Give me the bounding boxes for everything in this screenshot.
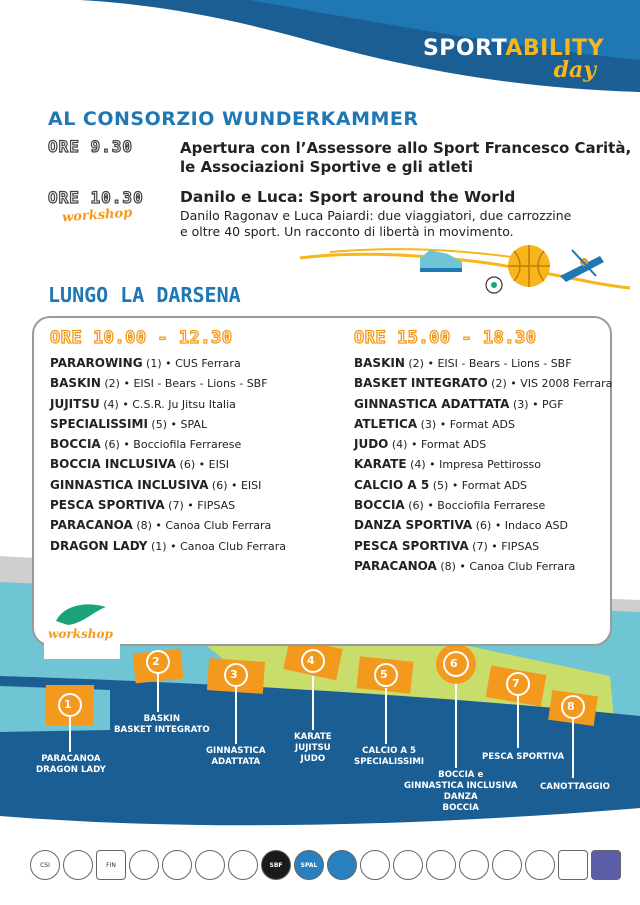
- afternoon-time: ORE 15.00 - 18.30: [354, 328, 537, 348]
- workshop-map-box: [44, 587, 120, 659]
- list-item: JUDO (4) • Format ADS: [354, 437, 487, 452]
- pin-label-6: BOCCIA e GINNASTICA INCLUSIVA DANZA BOCCIA: [404, 770, 518, 813]
- pin-number-2: 2: [152, 655, 160, 668]
- sponsor-logo: [525, 850, 555, 880]
- sponsor-logo: SPAL: [294, 850, 324, 880]
- sponsor-logos: [30, 850, 615, 884]
- section-title-darsena: LUNGO LA DARSENA: [48, 283, 241, 307]
- sneaker-icon: [420, 250, 462, 272]
- brand-word-ability: ABILITY: [505, 36, 604, 61]
- list-item: BASKET INTEGRATO (2) • VIS 2008 Ferrara: [354, 376, 613, 391]
- list-item: PARAROWING (1) • CUS Ferrara: [50, 356, 241, 370]
- workshop-map-label: workshop: [48, 627, 113, 641]
- event-2-workshop-tag: workshop: [61, 205, 133, 226]
- sponsor-logo: [162, 850, 192, 880]
- morning-list: [50, 356, 286, 559]
- event-2-time: ORE 10.30: [48, 188, 144, 207]
- pin-label-7: PESCA SPORTIVA: [482, 752, 565, 762]
- list-item: ATLETICA (3) • Format ADS: [354, 416, 515, 431]
- list-item: SPECIALISSIMI (5) • SPAL: [50, 416, 208, 431]
- event-2-title: Danilo e Luca: Sport around the World: [180, 188, 516, 206]
- sponsor-logo: [459, 850, 489, 880]
- pin-label-4: KARATE JUJITSU JUDO: [294, 732, 332, 764]
- list-item: CALCIO A 5 (5) • Format ADS: [354, 477, 528, 492]
- list-item: DANZA SPORTIVA (6) • Indaco ASD: [354, 518, 568, 533]
- pin-number-1: 1: [64, 698, 72, 711]
- pin-number-6: 6: [450, 657, 458, 670]
- sponsor-logo: [195, 850, 225, 880]
- list-item: JUJITSU (4) • C.S.R. Ju Jitsu Italia: [50, 396, 236, 411]
- sponsor-logo: [393, 850, 423, 880]
- sponsor-logo: [360, 850, 390, 880]
- pin-label-1: PARACANOA DRAGON LADY: [36, 754, 106, 775]
- sponsor-logo: [63, 850, 93, 880]
- sponsor-logo: [327, 850, 357, 880]
- basketball-icon: [508, 245, 550, 287]
- kayak-icon: [560, 250, 604, 282]
- pin-label-5: CALCIO A 5 SPECIALISSIMI: [354, 746, 425, 767]
- pin-label-8: CANOTTAGGIO: [540, 782, 610, 792]
- list-item: PARACANOA (8) • Canoa Club Ferrara: [354, 558, 576, 573]
- sponsor-logo: [228, 850, 258, 880]
- list-item: PARACANOA (8) • Canoa Club Ferrara: [50, 518, 272, 533]
- list-item: BASKIN (2) • EISI - Bears - Lions - SBF: [354, 356, 572, 370]
- section-title-wunderkammer: AL CONSORZIO WUNDERKAMMER: [48, 108, 419, 130]
- event-1-time: ORE 9.30: [48, 137, 134, 156]
- sponsor-logo: [129, 850, 159, 880]
- list-item: BOCCIA (6) • Bocciofila Ferrarese: [354, 498, 546, 513]
- list-item: BASKIN (2) • EISI - Bears - Lions - SBF: [50, 376, 268, 391]
- event-1-title-line2: le Associazioni Sportive e gli atleti: [180, 158, 473, 176]
- list-item: PESCA SPORTIVA (7) • FIPSAS: [354, 538, 540, 553]
- pin-label-2: BASKIN BASKET INTEGRATO: [114, 714, 210, 735]
- list-item: KARATE (4) • Impresa Pettirosso: [354, 457, 542, 472]
- pin-number-3: 3: [230, 668, 238, 681]
- event-1-title-line1: Apertura con l’Assessore allo Sport Francesco Carità,: [180, 139, 632, 157]
- soccer-ball-icon: [486, 277, 502, 293]
- afternoon-list: [354, 356, 612, 579]
- list-item: PESCA SPORTIVA (7) • FIPSAS: [50, 498, 236, 513]
- brand-word-day: day: [553, 57, 596, 83]
- brand-word-sport: SPORT: [422, 36, 506, 61]
- pin-number-4: 4: [307, 654, 315, 667]
- pin-number-7: 7: [512, 677, 520, 690]
- morning-time: ORE 10.00 - 12.30: [50, 328, 233, 348]
- sponsor-logo: [558, 850, 588, 880]
- list-item: BOCCIA INCLUSIVA (6) • EISI: [50, 457, 230, 472]
- sponsor-logo: [492, 850, 522, 880]
- sponsor-logo: FIN: [96, 850, 126, 880]
- list-item: GINNASTICA INCLUSIVA (6) • EISI: [50, 477, 262, 492]
- sponsor-logo: [591, 850, 621, 880]
- list-item: BOCCIA (6) • Bocciofila Ferrarese: [50, 437, 242, 452]
- pin-label-3: GINNASTICA ADATTATA: [206, 746, 266, 767]
- sponsor-logo: SBF: [261, 850, 291, 880]
- list-item: GINNASTICA ADATTATA (3) • PGF: [354, 396, 564, 411]
- brand-logo: [423, 36, 604, 83]
- sponsor-logo: CSI: [30, 850, 60, 880]
- event-2-body-line2: e oltre 40 sport. Un racconto di libertà in movimento.: [180, 224, 514, 239]
- list-item: DRAGON LADY (1) • Canoa Club Ferrara: [50, 538, 286, 553]
- pin-number-8: 8: [567, 700, 575, 713]
- pin-number-5: 5: [380, 668, 388, 681]
- sponsor-logo: [426, 850, 456, 880]
- event-2-body-line1: Danilo Ragonav e Luca Paiardi: due viaggiatori, due carrozzine: [180, 208, 572, 223]
